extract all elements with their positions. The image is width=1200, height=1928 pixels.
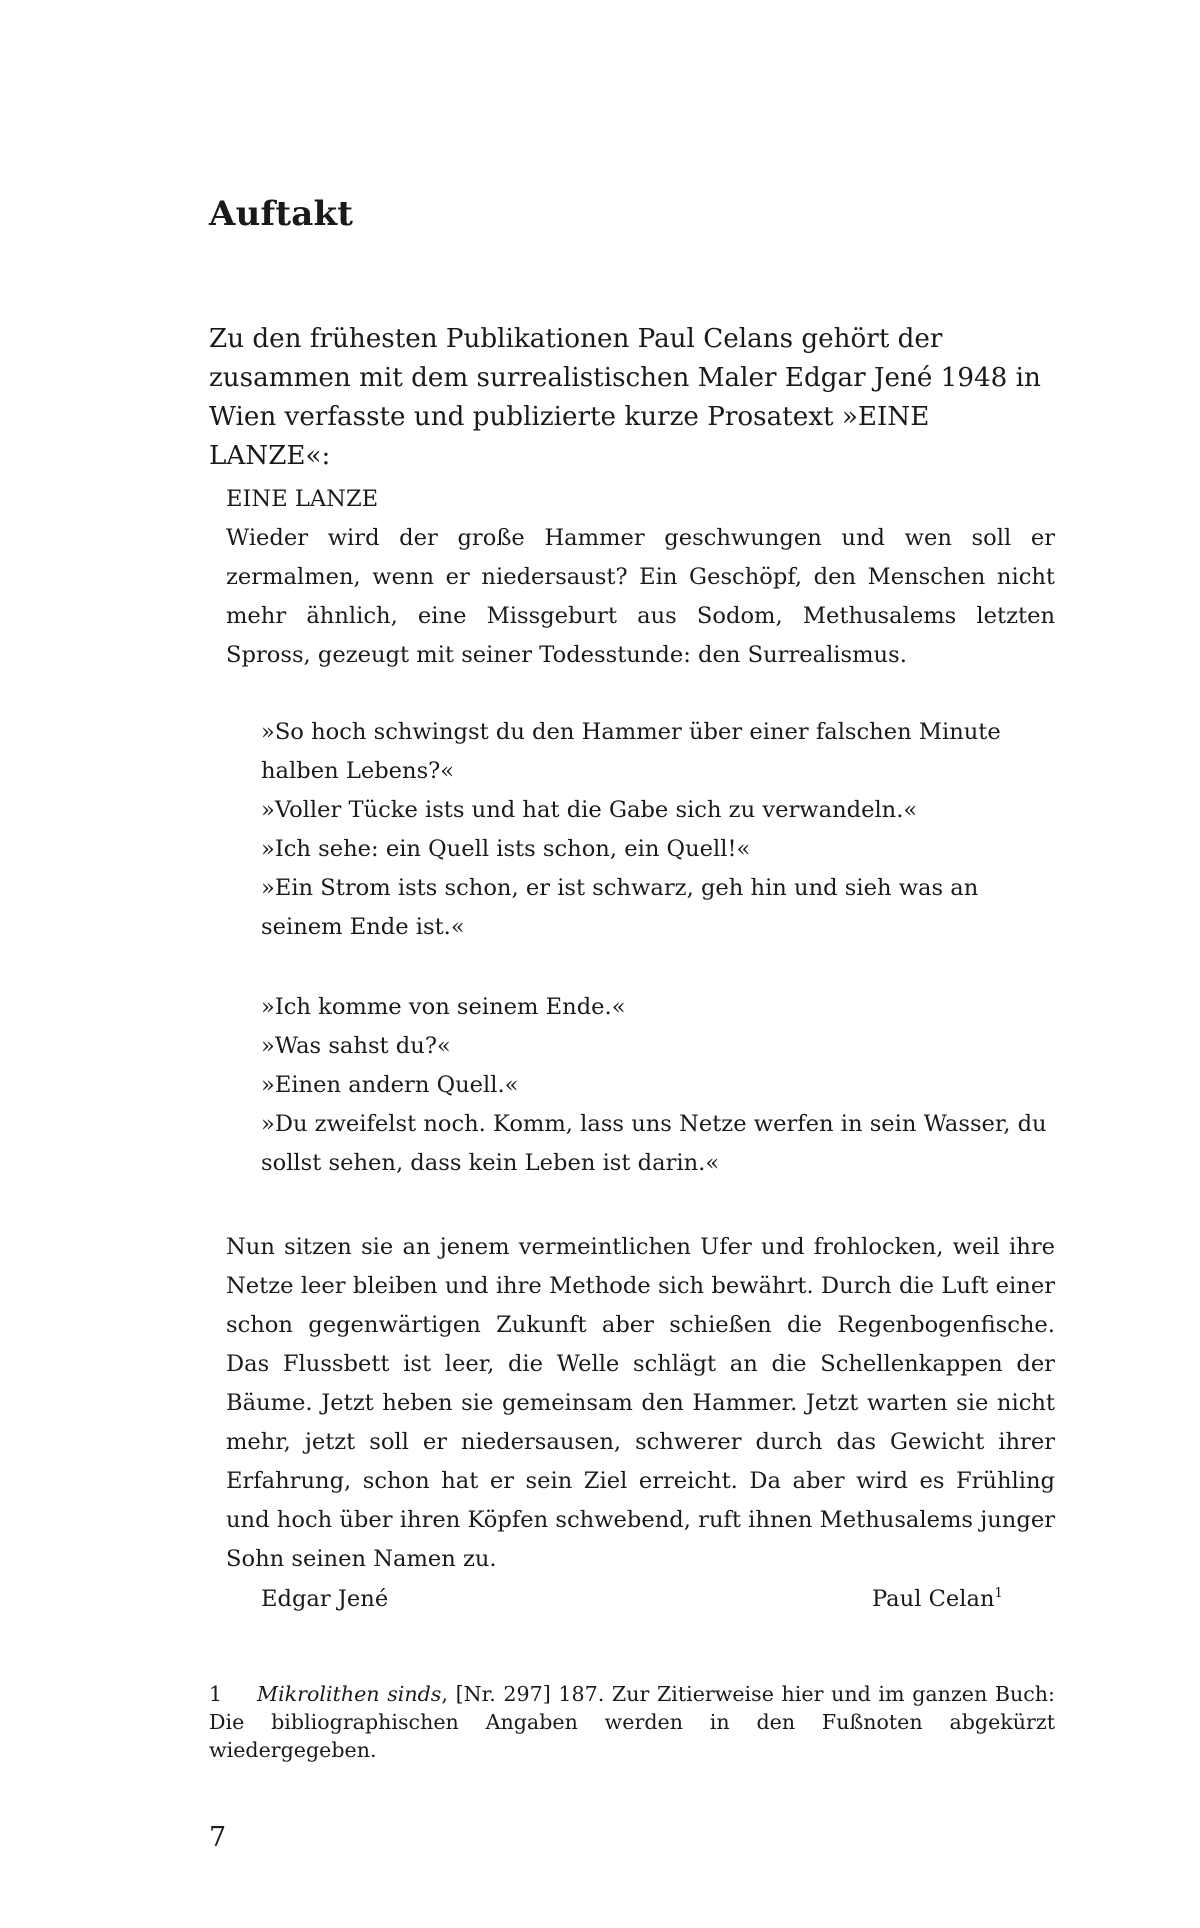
dialogue-line: »So hoch schwingst du den Hammer über einer falschen Minute halben Lebens?«: [261, 719, 1001, 784]
signature-edgar-jene: Edgar Jené: [261, 1586, 389, 1612]
intro-paragraph: Zu den frühesten Publikationen Paul Celans gehört der zusammen mit dem surrealistischen Maler Edgar Jené 1948 in Wien verfasste und publizierte kurze Prosatext »EINE LANZE«:: [209, 324, 1041, 471]
dialogue-block-1: [261, 713, 1055, 947]
dialogue-line: »Einen andern Quell.«: [261, 1072, 519, 1098]
signature-paul-celan: [872, 1580, 1003, 1619]
excerpt-title: EINE LANZE: [226, 486, 379, 512]
dialogue-line: »Voller Tücke ists und hat die Gabe sich zu verwandeln.«: [261, 797, 918, 823]
footnote: [209, 1680, 1055, 1764]
dialogue-line: »Was sahst du?«: [261, 1033, 451, 1059]
page-number: 7: [209, 1822, 227, 1853]
dialogue-line: »Ich komme von seinem Ende.«: [261, 994, 626, 1020]
excerpt-paragraph-1: Wieder wird der große Hammer geschwungen und wen soll er zermalmen, wenn er niedersaust? Ein Geschöpf, den Menschen nicht mehr ähnlich, eine Missgeburt aus Sodom, Methusalems letzten Spross, gezeugt mit seiner Todesstunde: den Surrealismus.: [226, 525, 1055, 668]
signature-name: Paul Celan: [872, 1586, 995, 1612]
dialogue-line: »Du zweifelst noch. Komm, lass uns Netze werfen in sein Wasser, du sollst sehen, dass kein Leben ist darin.«: [261, 1111, 1047, 1176]
chapter-heading: Auftakt: [209, 194, 354, 234]
dialogue-line: »Ein Strom ists schon, er ist schwarz, geh hin und sieh was an seinem Ende ist.«: [261, 875, 979, 940]
footnote-source-title: Mikrolithen sinds: [257, 1682, 442, 1706]
dialogue-line: »Ich sehe: ein Quell ists schon, ein Quell!«: [261, 836, 751, 862]
footnote-text: , [Nr. 297] 187. Zur Zitierweise hier und im ganzen Buch: Die bibliographischen Angaben werden in den Fußnoten abgekürzt wiedergegeben.: [209, 1682, 1055, 1762]
dialogue-block-2: [261, 988, 1055, 1183]
footnote-number: 1: [209, 1682, 223, 1706]
footnote-reference[interactable]: 1: [994, 1586, 1003, 1601]
excerpt-paragraph-2: Nun sitzen sie an jenem vermeintlichen Ufer und frohlocken, weil ihre Netze leer bleiben und ihre Methode sich bewährt. Durch die Luft einer schon gegenwärtigen Zukunft aber schießen die Regenbogenfische. Das Flussbett ist leer, die Welle schlägt an die Schellenkappen der Bäume. Jetzt heben sie gemeinsam den Hammer. Jetzt warten sie nicht mehr, jetzt soll er niedersausen, schwerer durch das Gewicht ihrer Erfahrung, schon hat er sein Ziel erreicht. Da aber wird es Frühling und hoch über ihren Köpfen schwebend, ruft ihnen Methusalems junger Sohn seinen Namen zu.: [226, 1234, 1055, 1572]
